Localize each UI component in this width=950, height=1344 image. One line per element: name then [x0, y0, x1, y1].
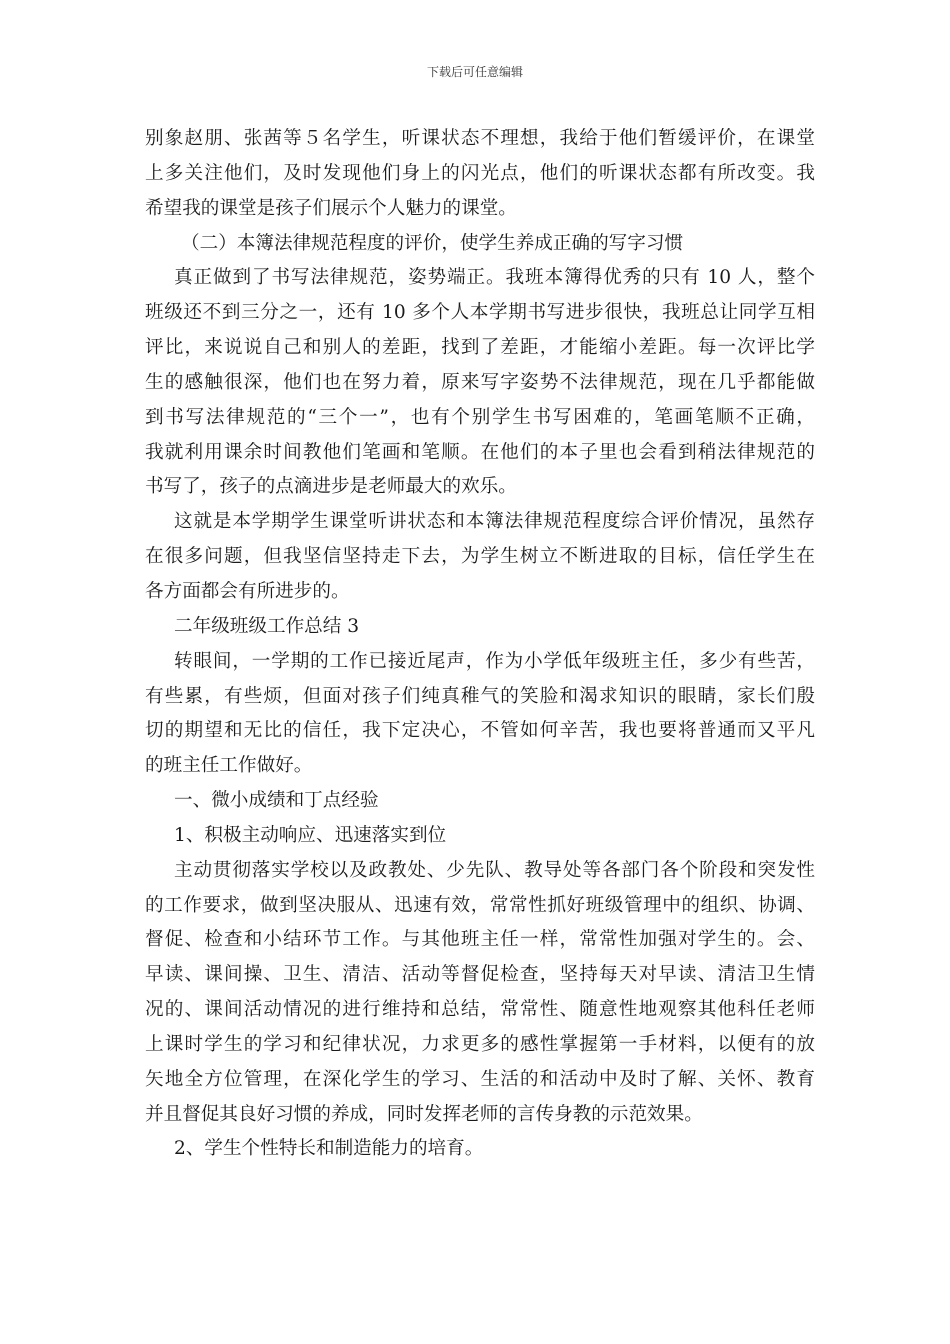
text-line: 2、学生个性特长和制造能力的培育。 — [174, 1138, 484, 1160]
text-line: 二年级班级工作总结 3 — [174, 615, 360, 637]
text-line: 转眼间，一学期的工作已接近尾声，作为小学低年级班主任，多少有些苦， — [174, 650, 815, 672]
subsection-heading — [145, 819, 815, 854]
document-body — [145, 122, 815, 1167]
subsection-heading — [145, 1132, 815, 1167]
page-header: 下载后可任意编辑 — [426, 65, 523, 79]
text-line: 有些累，有些烦，但面对孩子们纯真稚气的笑脸和渴求知识的眼睛，家长们殷 — [145, 685, 815, 707]
text-line: 这就是本学期学生课堂听讲状态和本簿法律规范程度综合评价情况，虽然存 — [174, 511, 815, 533]
text-line: 希望我的课堂是孩子们展示个人魅力的课堂。 — [145, 197, 517, 219]
text-line: 上多关注他们，及时发现他们身上的闪光点，他们的听课状态都有所改变。我 — [145, 162, 815, 184]
section-heading — [145, 784, 815, 819]
paragraph — [145, 505, 815, 610]
paragraph — [145, 122, 815, 227]
text-line: 并且督促其良好习惯的养成，同时发挥老师的言传身教的示范效果。 — [145, 1103, 703, 1125]
text-line: 主动贯彻落实学校以及政教处、少先队、教导处等各部门各个阶段和突发性 — [174, 859, 815, 881]
text-line: 我就利用课余时间教他们笔画和笔顺。在他们的本子里也会看到稍法律规范的 — [145, 441, 815, 463]
text-line: 的班主任工作做好。 — [145, 755, 313, 777]
section-title — [145, 610, 815, 645]
text-line: 的工作要求，做到坚决服从、迅速有效，常常性抓好班级管理中的组织、协调、 — [145, 894, 815, 916]
text-line: 书写了，孩子的点滴进步是老师最大的欢乐。 — [145, 476, 517, 498]
text-line: 1、积极主动响应、迅速落实到位 — [174, 824, 447, 846]
text-line: 评比，来说说自己和别人的差距，找到了差距，才能缩小差距。每一次评比学 — [145, 337, 815, 359]
text-line: 班级还不到三分之一，还有 10 多个人本学期书写进步很快，我班总让同学互相 — [145, 302, 815, 324]
text-line: 早读、课间操、卫生、清洁、活动等督促检查，坚持每天对早读、清洁卫生情 — [145, 964, 815, 986]
paragraph — [145, 261, 815, 505]
text-line: 一、微小成绩和丁点经验 — [174, 790, 379, 812]
text-line: 生的感触很深，他们也在努力着，原来写字姿势不法律规范，现在几乎都能做 — [145, 371, 815, 393]
text-line: 上课时学生的学习和纪律状况，力求更多的感性掌握第一手材料，以便有的放 — [145, 1033, 815, 1055]
text-line: 各方面都会有所进步的。 — [145, 580, 350, 602]
text-line: 况的、课间活动情况的进行维持和总结，常常性、随意性地观察其他科任老师 — [145, 999, 815, 1021]
paragraph — [145, 854, 815, 1133]
paragraph — [145, 645, 815, 784]
text-line: 真正做到了书写法律规范，姿势端正。我班本簿得优秀的只有 10 人，整个 — [174, 267, 815, 289]
text-line: 切的期望和无比的信任，我下定决心，不管如何辛苦，我也要将普通而又平凡 — [145, 720, 815, 742]
text-line: 到书写法律规范的“三个一”，也有个别学生书写困难的，笔画笔顺不正确， — [145, 406, 815, 428]
text-line: 矢地全方位管理，在深化学生的学习、生活的和活动中及时了解、关怀、教育 — [145, 1068, 815, 1090]
text-line: 别象赵朋、张茜等５名学生，听课状态不理想，我给于他们暂缓评价，在课堂 — [145, 128, 815, 149]
text-line: 督促、检查和小结环节工作。与其他班主任一样，常常性加强对学生的。会、 — [145, 929, 815, 951]
text-line: 在很多问题，但我坚信坚持走下去，为学生树立不断进取的目标，信任学生在 — [145, 546, 815, 568]
section-heading — [145, 227, 815, 262]
text-line: （二）本簿法律规范程度的评价，使学生养成正确的写字习惯 — [181, 232, 684, 254]
